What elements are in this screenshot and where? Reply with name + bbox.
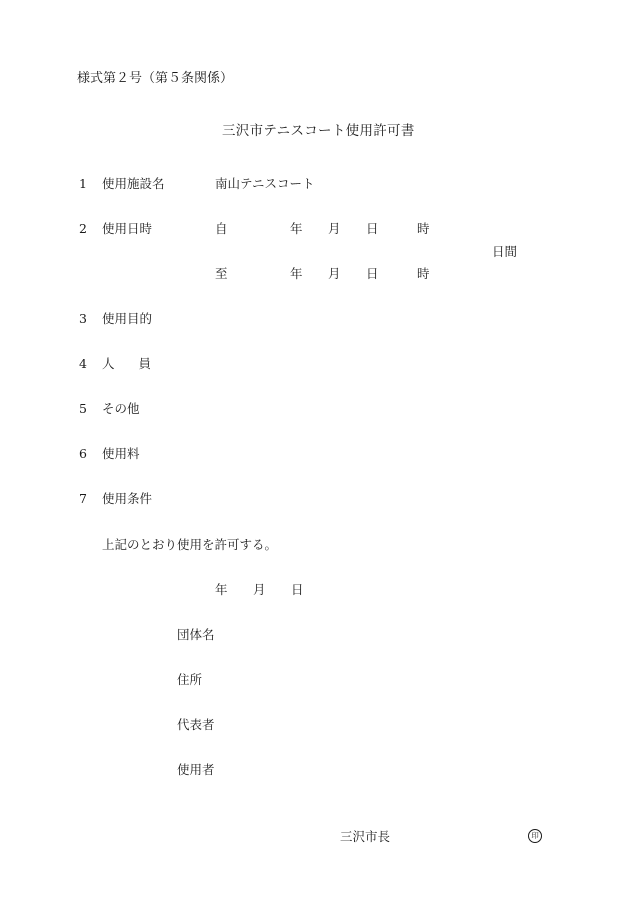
form-number: 様式第２号（第５条関係） [77,71,234,86]
datetime-from-hour: 時 [417,221,430,236]
issue-date-year: 年 [215,582,228,597]
user-label: 使用者 [177,762,215,777]
item-7-number: 7 [79,491,87,506]
item-4-label-a: 人 [102,356,115,371]
issuer-title: 三沢市長 [340,829,391,844]
item-4-label-b: 員 [138,356,152,371]
datetime-from-month: 月 [328,221,341,236]
datetime-to-label: 至 [215,266,228,281]
item-6-label: 使用料 [102,446,140,461]
datetime-to-day: 日 [366,266,379,281]
item-1-label: 使用施設名 [102,176,165,191]
facility-name-value: 南山テニスコート [215,176,315,191]
datetime-from-year: 年 [290,221,303,236]
datetime-to-year: 年 [290,266,303,281]
document-title: 三沢市テニスコート使用許可書 [222,123,415,139]
datetime-to-month: 月 [328,266,341,281]
item-4-label [102,358,151,371]
item-7-label: 使用条件 [102,491,153,506]
item-5-label: その他 [102,401,140,416]
item-3-label: 使用目的 [102,311,153,326]
datetime-to-hour: 時 [417,266,430,281]
datetime-from-label: 自 [215,221,228,236]
item-5-number: 5 [79,401,87,416]
item-1-number: 1 [79,176,87,191]
group-name-label: 団体名 [177,627,215,642]
address-label: 住所 [177,672,203,687]
representative-label: 代表者 [177,717,215,732]
seal-icon: 印 [528,829,542,843]
item-3-number: 3 [79,311,87,326]
item-6-number: 6 [79,446,87,461]
item-2-label: 使用日時 [102,221,153,236]
item-2-number: 2 [79,221,87,236]
datetime-from-day: 日 [366,221,379,236]
permission-statement: 上記のとおり使用を許可する。 [102,537,278,552]
issue-date-month: 月 [253,582,266,597]
item-4-number: 4 [79,356,87,371]
datetime-days-label: 日間 [492,244,518,259]
issue-date-day: 日 [291,582,304,597]
